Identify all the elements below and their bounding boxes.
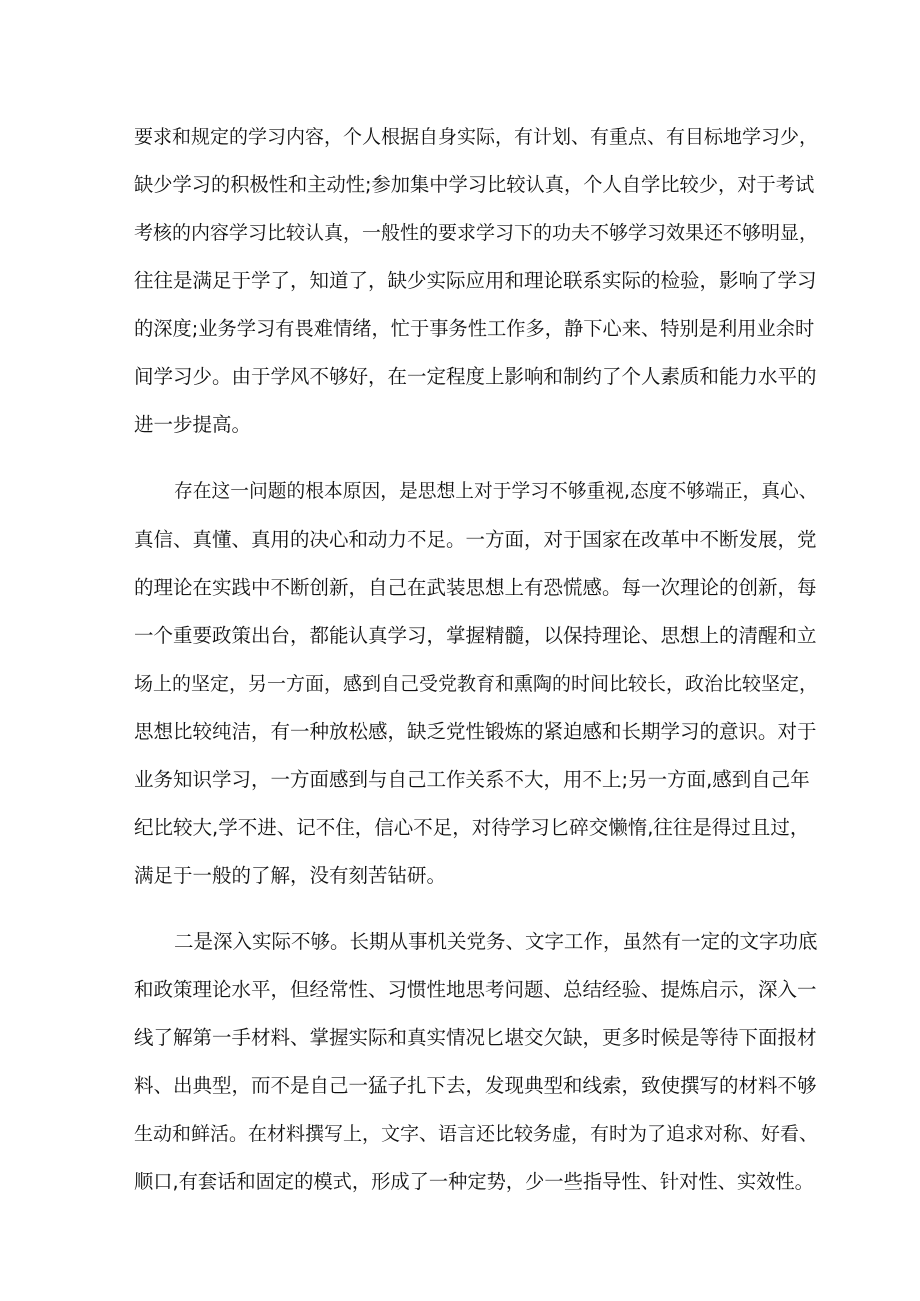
paragraph-line: 往往是满足于学了，知道了，缺少实际应用和理论联系实际的检验，影响了学习 (134, 269, 817, 292)
paragraph-line: 场上的坚定，另一方面，感到自己受党教育和熏陶的时间比较长，政治比较坚定， (134, 673, 819, 695)
paragraph-line: 和政策理论水平，但经常性、习惯性地思考问题、总结经验、提炼启示，深入一 (134, 978, 817, 1001)
paragraph-3 (134, 918, 819, 1206)
paragraph-1 (134, 113, 819, 449)
paragraph-line: 满足于一般的了解，没有刻苦钻研。 (134, 864, 447, 887)
paragraph-line: 顺口,有套话和固定的模式，形成了一种定势，少一些指导性、针对性、实效性。 (134, 1170, 814, 1193)
paragraph-2 (134, 468, 819, 900)
paragraph-line: 一个重要政策出台，都能认真学习，掌握精髓，以保持理论、思想上的清醒和立 (134, 624, 817, 647)
paragraph-line: 生动和鲜活。在材料撰写上，文字、语言还比较务虚，有时为了追求对称、好看、 (134, 1123, 819, 1145)
paragraph-line: 考核的内容学习比较认真，一般性的要求学习下的功夫不够学习效果还不够明显， (134, 222, 819, 244)
paragraph-line: 的理论在实践中不断创新，自己在武装思想上有恐慌感。每一次理论的创新，每 (134, 576, 817, 599)
paragraph-line: 思想比较纯洁，有一种放松感，缺乏党性锻炼的紧迫感和长期学习的意识。对于 (134, 720, 817, 743)
paragraph-line: 线了解第一手材料、掌握实际和真实情况匕堪交欠缺，更多时候是等待下面报材 (134, 1026, 817, 1049)
paragraph-line: 要求和规定的学习内容，个人根据自身实际，有计划、有重点、有目标地学习少， (134, 126, 819, 148)
paragraph-line: 真信、真懂、真用的决心和动力不足。一方面，对于国家在改革中不断发展，党 (134, 528, 817, 551)
paragraph-line: 缺少学习的积极性和主动性;参加集中学习比较认真，个人自学比较少，对于考试 (134, 173, 815, 196)
paragraph-line: 业务知识学习，一方面感到与自己工作关系不大，用不上;另一方面,感到自己年 (134, 768, 810, 791)
paragraph-line: 存在这一问题的根本原因，是思想上对于学习不够重视,态度不够端正，真心、 (174, 481, 818, 502)
paragraph-line: 纪比较大,学不进、记不住，信心不足，对待学习匕碎交懒惰,往往是得过且过， (134, 816, 810, 839)
paragraph-line: 间学习少。由于学风不够好，在一定程度上影响和制约了个人素质和能力水平的 (134, 365, 817, 388)
paragraph-line: 进一步提高。 (134, 413, 252, 436)
paragraph-line: 料、出典型，而不是自己一猛子扎下去，发现典型和线索，致使撰写的材料不够 (134, 1074, 817, 1097)
paragraph-line: 的深度;业务学习有畏难情绪，忙于事务性工作多，静下心来、特别是利用业余时 (134, 317, 815, 340)
paragraph-line: 二是深入实际不够。长期从事机关党务、文字工作，虽然有一定的文字功底 (174, 930, 818, 953)
